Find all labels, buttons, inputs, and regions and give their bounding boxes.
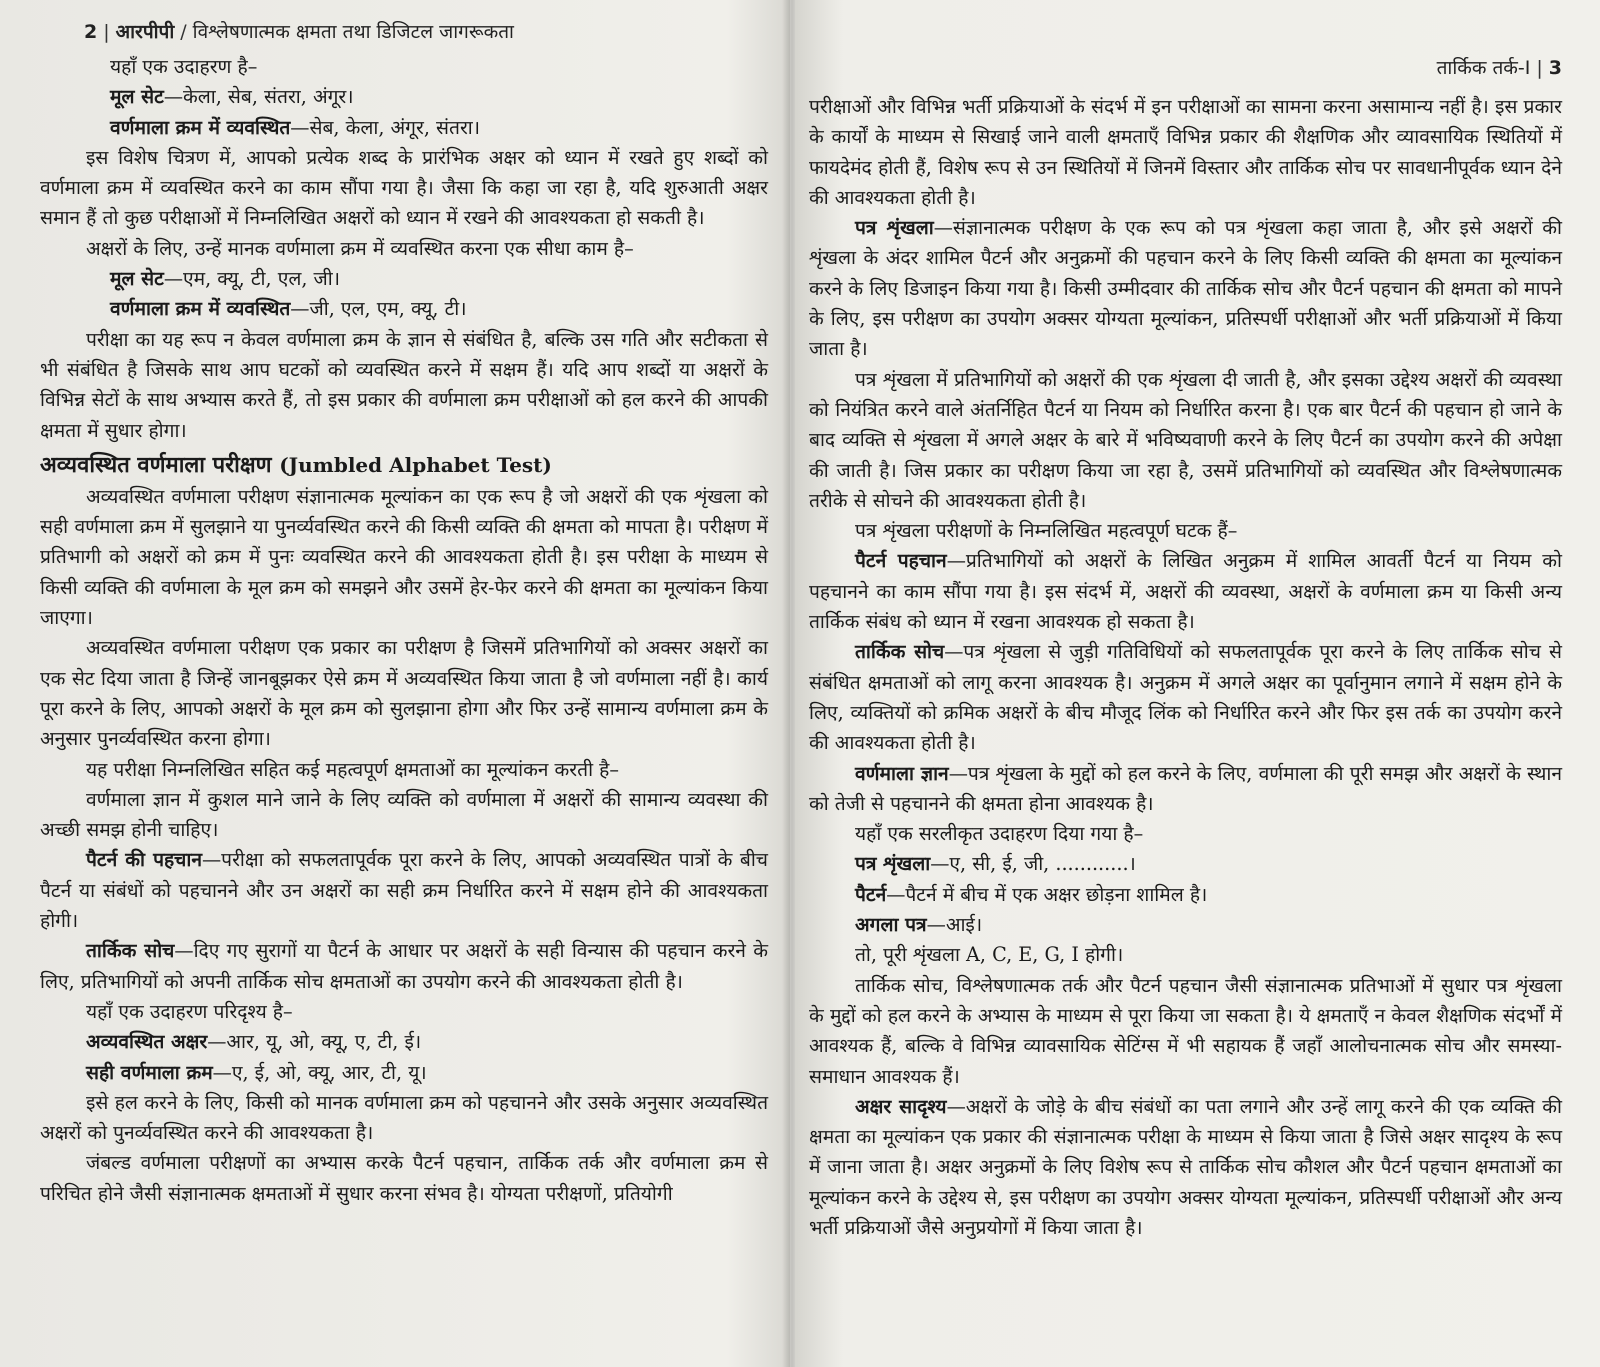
paragraph xyxy=(809,849,1562,879)
left-page xyxy=(0,0,790,1367)
paragraph-text: —अक्षरों के जोड़े के बीच संबंधों का पता लगाने और उन्हें लागू करने की एक व्यक्ति की क्षमता का मूल्यांकन एक प्रकार की संज्ञानात्मक परीक्षा के माध्यम से किया जाता है जिसे अक्षर सादृश्य के रूप में जाना जाता है। अक्षर अनुक्रमों के लिए विशेष रूप से तार्किक सोच कौशल और पैटर्न पहचान क्षमताओं का मूल्यांकन करने के उद्देश्य से, इस परीक्षण का उपयोग अक्सर योग्यता मूल्यांकन, प्रतिस्पर्धी परीक्षाओं और अन्य भर्ती प्रक्रियाओं जैसे अनुप्रयोगों में किया जाता है। xyxy=(809,1094,1562,1239)
paragraph xyxy=(40,294,768,324)
paragraph-text: अव्यवस्थित वर्णमाला परीक्षण संज्ञानात्मक मूल्यांकन का एक रूप है जो अक्षरों की एक शृंखला को सही वर्णमाला क्रम में सुलझाने या पुनर्व्यवस्थित करने की किसी व्यक्ति की क्षमता को मापता है। परीक्षण में प्रतिभागी को अक्षरों को क्रम में पुनः व्यवस्थित करने की आवश्यकता होती है। इस परीक्षा के माध्यम से किसी व्यक्ति की वर्णमाला के मूल क्रम को समझने और उसमें हेर-फेर करने की क्षमता का मूल्यांकन किया जाएगा। xyxy=(40,484,768,630)
paragraph xyxy=(40,845,768,936)
paragraph-text: जंबल्ड वर्णमाला परीक्षणों का अभ्यास करके पैटर्न पहचान, तार्किक तर्क और वर्णमाला क्रम से परिचित होने जैसी संज्ञानात्मक क्षमताओं में सुधार करना संभव है। योग्यता परीक्षणों, प्रतियोगी xyxy=(40,1151,768,1205)
paragraph xyxy=(809,940,1562,970)
paragraph-text: पत्र शृंखला परीक्षणों के निम्नलिखित महत्वपूर्ण घटक हैं– xyxy=(855,519,1238,543)
paragraph-text: तार्किक सोच, विश्लेषणात्मक तर्क और पैटर्न पहचान जैसी संज्ञानात्मक प्रतिभाओं में सुधार पत्र शृंखला के मुद्दों को हल करने के अभ्यास के माध्यम से पूरा किया जा सकता है। ये क्षमताएँ न केवल शैक्षणिक संदर्भों में आवश्यक हैं, बल्कि वे विभिन्न व्यावसायिक सेटिंग्स में भी सहायक हैं जहाँ आलोचनात्मक सोच और समस्या-समाधान आवश्यक हैं। xyxy=(809,973,1562,1088)
paragraph xyxy=(809,910,1562,940)
term-label: सही वर्णमाला क्रम xyxy=(86,1060,213,1084)
term-label: पैटर्न पहचान xyxy=(855,549,947,573)
paragraph-text: तो, पूरी शृंखला A, C, E, G, I होगी। xyxy=(855,943,1124,967)
paragraph-text: —ए, ई, ओ, क्यू, आर, टी, यू। xyxy=(212,1060,427,1084)
paragraph-text: —प्रतिभागियों को अक्षरों के लिखित अनुक्रम में शामिल आवर्ती पैटर्न या नियम को पहचानने का काम सौंपा गया है। इस संदर्भ में, अक्षरों की व्यवस्था, अक्षरों के वर्णमाला क्रम या किसी अन्य तार्किक संबंध को ध्यान में रखना आवश्यक हो सकता है। xyxy=(809,549,1562,634)
paragraph-text: —पत्र शृंखला के मुद्दों को हल करने के लिए, वर्णमाला की पूरी समझ और अक्षरों के स्थान को तेजी से पहचानने की क्षमता होना आवश्यक है। xyxy=(809,761,1562,815)
heading-hindi: अव्यवस्थित वर्णमाला परीक्षण xyxy=(40,451,272,478)
paragraph xyxy=(40,113,768,143)
paragraph xyxy=(40,1088,768,1149)
term-label: तार्किक सोच xyxy=(86,939,175,963)
paragraph-text: वर्णमाला ज्ञान में कुशल माने जाने के लिए व्यक्ति को वर्णमाला में अक्षरों की सामान्य व्यवस्था की अच्छी समझ होनी चाहिए। xyxy=(40,787,768,842)
right-page-body xyxy=(809,92,1562,1243)
term-label: पत्र शृंखला xyxy=(855,216,934,240)
paragraph-text: परीक्षाओं और विभिन्न भर्ती प्रक्रियाओं के संदर्भ में इन परीक्षाओं का सामना करना असामान्य नहीं है। इस प्रकार के कार्यों के माध्यम से सिखाई जाने वाली क्षमताएँ विभिन्न प्रकार की शैक्षणिक और व्यावसायिक स्थितियों में फायदेमंद होती हैं, विशेष रूप से उन स्थितियों में जिनमें विस्तार और तार्किक सोच पर सावधानीपूर्वक ध्यान देने की आवश्यकता होती है। xyxy=(809,95,1562,209)
paragraph xyxy=(809,971,1562,1092)
chapter-title: तार्किक तर्क-I xyxy=(1436,57,1531,79)
paragraph-text: —जी, एल, एम, क्यू, टी। xyxy=(290,297,467,321)
term-label: मूल सेट xyxy=(110,267,164,291)
paragraph xyxy=(40,1058,768,1088)
book-code: आरपीपी xyxy=(115,21,175,43)
section-heading xyxy=(40,450,768,480)
paragraph xyxy=(40,633,768,754)
left-running-head: 2 | आरपीपी / विश्लेषणात्मक क्षमता तथा डिजिटल जागरूकता xyxy=(84,21,514,43)
paragraph-text: यहाँ एक उदाहरण परिदृश्य है– xyxy=(86,999,293,1023)
right-page-number: 3 xyxy=(1548,57,1562,79)
paragraph xyxy=(40,997,768,1027)
paragraph-text: —पत्र शृंखला से जुड़ी गतिविधियों को सफलतापूर्वक पूरा करने के लिए तार्किक सोच से संबंधित क्षमताओं को लागू करना आवश्यक है। अनुक्रम में अगले अक्षर का पूर्वानुमान लगाने में सक्षम होने के लिए, व्यक्तियों को क्रमिक अक्षरों के बीच मौजूद लिंक को निर्धारित करने और फिर इस तर्क का उपयोग करने की आवश्यकता होती है। xyxy=(809,640,1563,755)
paragraph xyxy=(40,264,768,294)
paragraph xyxy=(40,785,768,846)
paragraph-text: अव्यवस्थित वर्णमाला परीक्षण एक प्रकार का परीक्षण है जिसमें प्रतिभागियों को अक्सर अक्षरों का एक सेट दिया जाता है जिन्हें जानबूझकर ऐसे क्रम में अव्यवस्थित किया जाता है जो वर्णमाला नहीं है। कार्य पूरा करने के लिए, आपको अक्षरों के मूल क्रम को सुलझाना होगा और फिर उन्हें सामान्य वर्णमाला क्रम के अनुसार पुनर्व्यवस्थित करना होगा। xyxy=(40,636,768,751)
paragraph-text: इस विशेष चित्रण में, आपको प्रत्येक शब्द के प्रारंभिक अक्षर को ध्यान में रखते हुए शब्दों को वर्णमाला क्रम में व्यवस्थित करने का काम सौंपा गया है। जैसा कि कहा जा रहा है, यदि शुरुआती अक्षर समान हैं तो कुछ परीक्षाओं में निम्नलिखित अक्षरों को ध्यान में रखने की आवश्यकता हो सकती है। xyxy=(40,145,768,230)
paragraph xyxy=(40,325,768,446)
paragraph xyxy=(40,936,768,997)
section-title: विश्लेषणात्मक क्षमता तथा डिजिटल जागरूकता xyxy=(192,21,514,43)
term-label: पैटर्न xyxy=(855,882,887,906)
paragraph-text: —आई। xyxy=(926,913,983,937)
term-label: वर्णमाला ज्ञान xyxy=(855,761,949,785)
paragraph xyxy=(809,819,1562,849)
term-label: वर्णमाला क्रम में व्यवस्थित xyxy=(110,115,291,139)
paragraph xyxy=(40,482,768,633)
paragraph xyxy=(809,880,1562,910)
paragraph-text: पत्र शृंखला में प्रतिभागियों को अक्षरों की एक शृंखला दी जाती है, और इसका उद्देश्य अक्षरों की व्यवस्था को नियंत्रित करने वाले अंतर्निहित पैटर्न या नियम को निर्धारित करना है। एक बार पैटर्न की पहचान हो जाने के बाद व्यक्ति से शृंखला में अगले अक्षर के बारे में भविष्यवाणी करने के लिए पैटर्न का उपयोग करने की अपेक्षा की जाती है। जिस प्रकार का परीक्षण किया जा रहा है, उसमें प्रतिभागियों को व्यवस्थित और विश्लेषणात्मक तरीके से सोचने की आवश्यकता होती है। xyxy=(809,367,1562,512)
paragraph xyxy=(809,759,1562,820)
left-page-number: 2 xyxy=(84,21,98,43)
heading-english: (Jumbled Alphabet Test) xyxy=(279,452,552,477)
paragraph-text: —एम, क्यू, टी, एल, जी। xyxy=(163,267,341,291)
paragraph-text: —दिए गए सुरागों या पैटर्न के आधार पर अक्षरों के सही विन्यास की पहचान करने के लिए, प्रतिभागियों को अपनी तार्किक सोच क्षमताओं का उपयोग करने की आवश्यकता होती है। xyxy=(40,939,768,993)
left-page-body xyxy=(40,52,768,1209)
paragraph-text: —केला, सेब, संतरा, अंगूर। xyxy=(163,85,354,109)
paragraph xyxy=(40,234,768,264)
term-label: मूल सेट xyxy=(110,85,164,109)
paragraph-text: यह परीक्षा निम्नलिखित सहित कई महत्वपूर्ण क्षमताओं का मूल्यांकन करती है– xyxy=(86,757,619,781)
term-label: वर्णमाला क्रम में व्यवस्थित xyxy=(110,297,291,321)
paragraph xyxy=(40,52,768,82)
paragraph-text: परीक्षा का यह रूप न केवल वर्णमाला क्रम के ज्ञान से संबंधित है, बल्कि उस गति और सटीकता से भी संबंधित है जिसके साथ आप घटकों को व्यवस्थित करने में सक्षम हैं। यदि आप शब्दों या अक्षरों के विभिन्न सेटों के साथ अभ्यास करते हैं, तो इस प्रकार की वर्णमाला क्रम परीक्षाओं को हल करने की आपकी क्षमता में सुधार होगा। xyxy=(40,327,768,442)
paragraph xyxy=(809,516,1562,546)
paragraph-text: —आर, यू, ओ, क्यू, ए, टी, ई। xyxy=(207,1030,422,1054)
paragraph xyxy=(809,637,1562,758)
right-page xyxy=(795,0,1600,1367)
paragraph xyxy=(40,1027,768,1057)
paragraph xyxy=(40,143,768,234)
paragraph-text: —पैटर्न में बीच में एक अक्षर छोड़ना शामिल है। xyxy=(886,882,1208,906)
term-label: अक्षर सादृश्य xyxy=(855,1094,947,1118)
term-label: पत्र शृंखला xyxy=(855,852,931,876)
paragraph xyxy=(809,1092,1562,1243)
term-label: तार्किक सोच xyxy=(855,640,945,664)
paragraph-text: इसे हल करने के लिए, किसी को मानक वर्णमाला क्रम को पहचानने और उसके अनुसार अव्यवस्थित अक्षरों को पुनर्व्यवस्थित करने की आवश्यकता है। xyxy=(40,1090,768,1145)
paragraph xyxy=(809,365,1562,516)
term-label: अगला पत्र xyxy=(855,913,927,937)
paragraph-text: —परीक्षा को सफलतापूर्वक पूरा करने के लिए, आपको अव्यवस्थित पात्रों के बीच पैटर्न या संबंधों को पहचानने और उन अक्षरों का सही क्रम निर्धारित करने में सक्षम होने की आवश्यकता होगी। xyxy=(40,848,768,933)
paragraph xyxy=(809,546,1562,637)
paragraph xyxy=(40,755,768,785)
paragraph xyxy=(809,213,1562,364)
paragraph-text: अक्षरों के लिए, उन्हें मानक वर्णमाला क्रम में व्यवस्थित करना एक सीधा काम है– xyxy=(86,236,634,260)
paragraph-text: —संज्ञानात्मक परीक्षण के एक रूप को पत्र शृंखला कहा जाता है, और इसे अक्षरों की शृंखला के अंदर शामिल पैटर्न और अनुक्रमों की पहचान करने के लिए किसी व्यक्ति की क्षमता का मूल्यांकन करने के लिए डिजाइन किया गया है। किसी उम्मीदवार की तार्किक सोच और पैटर्न पहचान की क्षमता को मापने के लिए, इस परीक्षण का उपयोग अक्सर योग्यता मूल्यांकन, प्रतिस्पर्धी परीक्षाओं और भर्ती प्रक्रियाओं में किया जाता है। xyxy=(809,216,1562,361)
paragraph xyxy=(40,1148,768,1209)
paragraph-text: —सेब, केला, अंगूर, संतरा। xyxy=(290,115,481,139)
term-label: पैटर्न की पहचान xyxy=(86,848,202,872)
paragraph-text: यहाँ एक सरलीकृत उदाहरण दिया गया है– xyxy=(855,822,1144,846)
paragraph xyxy=(809,92,1562,213)
right-running-head: तार्किक तर्क-I | 3 xyxy=(1436,57,1562,79)
paragraph xyxy=(40,82,768,112)
term-label: अव्यवस्थित अक्षर xyxy=(86,1030,208,1054)
paragraph-text: यहाँ एक उदाहरण है– xyxy=(110,55,258,78)
paragraph-text: —ए, सी, ई, जी, ............। xyxy=(930,852,1136,876)
